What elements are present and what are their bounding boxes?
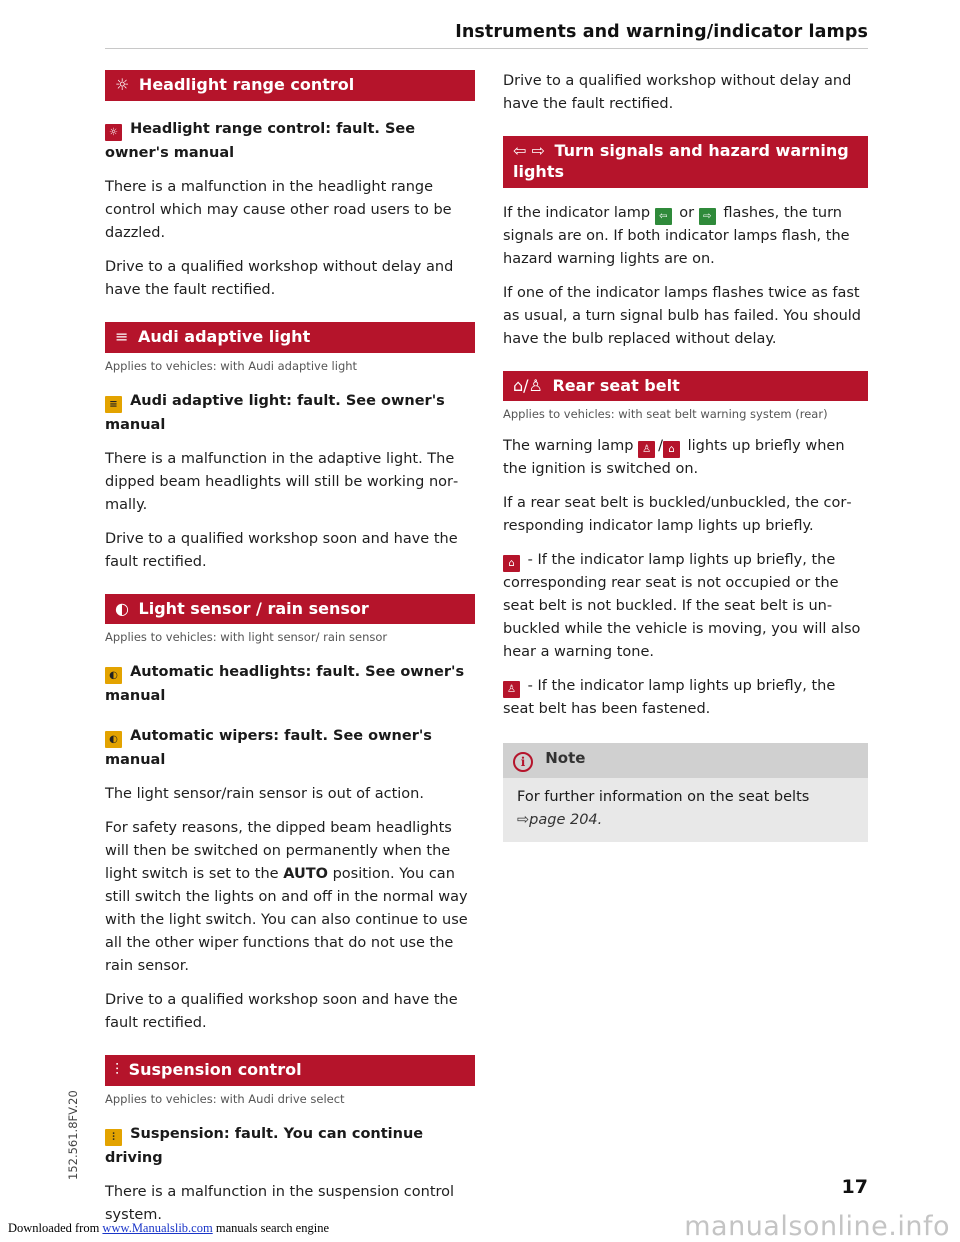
suspension-warning-icon: ⫶ [105, 1129, 122, 1146]
text-run: - If the indicator lamp lights up briefly, the corresponding rear seat is not occupied or the seat belt is not buckled. If the seat belt is unbuckled while the vehicle is moving, you will also hear a warning tone. [503, 552, 861, 661]
paragraph: Drive to a qualified workshop without delay and have the fault rectified. [503, 73, 852, 112]
paragraph: There is a malfunction in the suspension control system. [105, 1184, 455, 1224]
headlight-range-icon: ☼ [115, 75, 130, 94]
text-run: For safety reasons, the dipped beam headlights will then be switched on permanently when the light switch is set to the [105, 820, 452, 883]
right-column [503, 70, 868, 842]
footer-text: manuals search engine [212, 1221, 329, 1235]
applies-to-note: Applies to vehicles: with light sensor/ rain sensor [105, 630, 388, 645]
seat-not-occupied-icon: ⌂ [503, 555, 520, 572]
page-number: 17 [841, 1176, 868, 1198]
paragraph: If one of the indicator lamps flashes twice as fast as usual, a turn signal bulb has failed. You should have the bulb replaced without delay. [503, 284, 861, 347]
text-run: or [674, 204, 699, 221]
paragraph: Drive to a qualified workshop soon and have the fault rectified. [105, 530, 458, 570]
note-header [503, 743, 868, 778]
section-title: Light sensor / rain sensor [138, 598, 369, 618]
section-rear-seat-belt [503, 371, 868, 402]
suspension-icon: ⫶ [115, 1060, 120, 1080]
message-text: Automatic headlights: fault. See owner's manual [105, 664, 465, 705]
message-adaptive-light-fault [105, 389, 475, 437]
info-icon: i [513, 752, 533, 772]
section-title: Turn signals and hazard warning lights [513, 141, 849, 181]
light-sensor-icon: ◐ [115, 598, 129, 618]
text-run: If the indicator lamp [503, 204, 655, 221]
paragraph [105, 817, 475, 978]
paragraph: If a rear seat belt is buckled/unbuckled, the corresponding indicator lamp lights up briefly. [503, 495, 852, 535]
message-text: Automatic wipers: fault. See owner's manual [105, 728, 432, 769]
message-automatic-wipers-fault [105, 724, 475, 772]
section-turn-signals [503, 136, 868, 188]
footer-text: Downloaded from [8, 1221, 103, 1235]
section-title: Suspension control [128, 1060, 302, 1080]
note-body [503, 778, 868, 842]
paragraph: There is a malfunction in the adaptive light. The dipped beam headlights will still be working normally. [105, 450, 459, 513]
message-text: Headlight range control: fault. See owner's manual [105, 120, 416, 161]
text-run: - If the indicator lamp lights up briefly, the seat belt has been fastened. [503, 678, 836, 718]
text-run: lights up briefly when the ignition is switched on. [503, 438, 845, 478]
header-divider [105, 48, 868, 49]
section-title: Headlight range control [138, 75, 355, 94]
seat-belt-icon: ⌂/♙ [513, 375, 543, 395]
message-automatic-headlights-fault [105, 660, 475, 708]
message-headlight-range-fault [105, 117, 475, 165]
paragraph: Drive to a qualified workshop without delay and have the fault rectified. [105, 258, 454, 298]
document-code: 152.561.8FV.20 [66, 1090, 80, 1180]
seat-not-occupied-icon: ⌂ [663, 441, 680, 458]
section-title: Audi adaptive light [137, 326, 311, 346]
message-text: Suspension: fault. You can continue driving [105, 1126, 424, 1167]
turn-signal-icon: ⇦ ⇨ [513, 141, 545, 160]
page-reference-link[interactable]: ⇨page 204. [517, 812, 603, 829]
separator: / [658, 438, 663, 455]
paragraph: Drive to a qualified workshop soon and have the fault rectified. [105, 992, 458, 1032]
turn-right-icon: ⇨ [699, 208, 716, 225]
rain-sensor-warning-icon: ◐ [105, 731, 122, 748]
text-run: position. You can still switch the lights on and off in the normal way with the light switch. You can also continue to use all the other wiper functions that do not use the rain sensor. [105, 866, 468, 975]
seat-belt-fastened-icon: ♙ [638, 441, 655, 458]
note-box [503, 743, 868, 842]
turn-left-icon: ⇦ [655, 208, 672, 225]
paragraph [503, 202, 868, 271]
message-text: Audi adaptive light: fault. See owner's manual [105, 392, 445, 433]
section-light-rain-sensor [105, 594, 475, 625]
paragraph [503, 549, 868, 664]
page-header-title: Instruments and warning/indicator lamps [455, 22, 868, 42]
note-title: Note [545, 749, 586, 768]
applies-to-note: Applies to vehicles: with seat belt warning system (rear) [503, 407, 828, 422]
left-column [105, 70, 475, 1227]
adaptive-light-warning-icon: ≡ [105, 396, 122, 413]
watermark: manualsonline.info [684, 1211, 950, 1242]
section-headlight-range [105, 70, 475, 101]
applies-to-note: Applies to vehicles: with Audi adaptive light [105, 358, 358, 373]
applies-to-note: Applies to vehicles: with Audi drive select [105, 1092, 345, 1107]
section-adaptive-light [105, 322, 475, 353]
note-text: For further information on the seat belts [517, 789, 810, 806]
headlight-range-warning-icon: ☼ [105, 124, 122, 141]
paragraph [503, 675, 868, 721]
auto-keyword: AUTO [283, 866, 328, 883]
message-suspension-fault [105, 1122, 475, 1170]
section-title: Rear seat belt [552, 375, 680, 395]
light-sensor-warning-icon: ◐ [105, 667, 122, 684]
text-run: flashes, the turn signals are on. If both indicator lamps flash, the hazard warning lights are on. [503, 204, 850, 267]
paragraph: The light sensor/rain sensor is out of action. [105, 786, 424, 803]
seat-belt-fastened-icon: ♙ [503, 681, 520, 698]
section-suspension-control [105, 1055, 475, 1086]
manualslib-link[interactable]: www.Manualslib.com [102, 1221, 213, 1235]
paragraph: There is a malfunction in the headlight range control which may cause other road users to be dazzled. [105, 178, 452, 241]
paragraph [503, 435, 868, 481]
text-run: The warning lamp [503, 438, 639, 455]
download-footer [8, 1221, 329, 1236]
adaptive-light-icon: ≡ [115, 326, 129, 346]
